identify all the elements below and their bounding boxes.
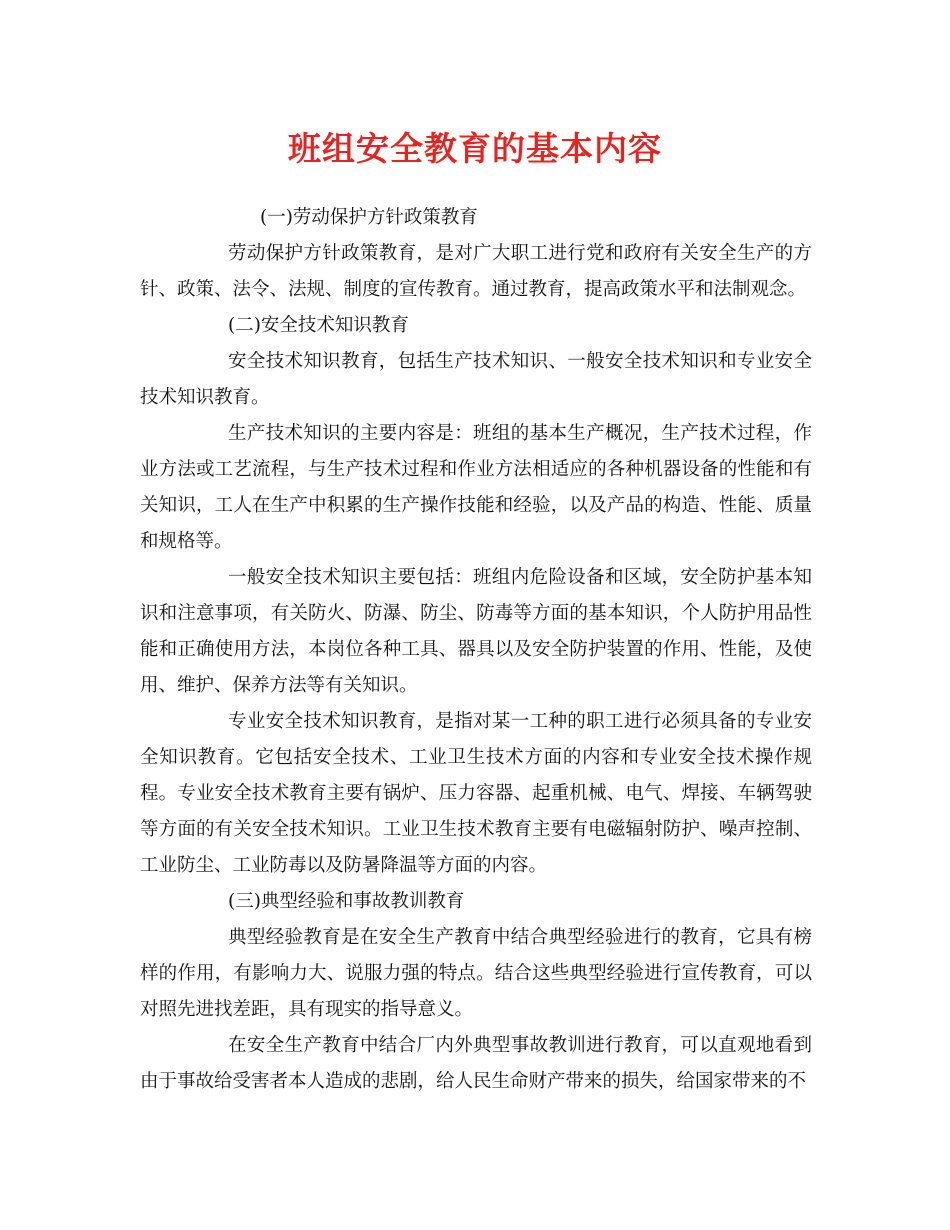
section-heading-1: (一)劳动保护方针政策教育: [260, 207, 478, 228]
paragraph-2: 安全技术知识教育，包括生产技术知识、一般安全技术知识和专业安全技术知识教育。: [140, 351, 812, 408]
document-body: [140, 200, 812, 1100]
section-heading-2: (二)安全技术知识教育: [228, 315, 409, 336]
paragraph-1: 劳动保护方针政策教育，是对广大职工进行党和政府有关安全生产的方针、政策、法令、法规、制度的宣传教育。通过教育，提高政策水平和法制观念。: [140, 243, 812, 300]
paragraph-3: 生产技术知识的主要内容是：班组的基本生产概况，生产技术过程，作业方法或工艺流程，与生产技术过程和作业方法相适应的各种机器设备的性能和有关知识，工人在生产中积累的生产操作技能和经验，以及产品的构造、性能、质量和规格等。: [140, 423, 812, 552]
section-heading-3: (三)典型经验和事故教训教育: [228, 891, 465, 912]
paragraph-4: 一般安全技术知识主要包括：班组内危险设备和区域，安全防护基本知识和注意事项，有关防火、防瀑、防尘、防毒等方面的基本知识，个人防护用品性能和正确使用方法，本岗位各种工具、器具以及安全防护装置的作用、性能，及使用、维护、保养方法等有关知识。: [140, 567, 812, 696]
paragraph-6: 典型经验教育是在安全生产教育中结合典型经验进行的教育，它具有榜样的作用，有影响力大、说服力强的特点。结合这些典型经验进行宣传教育，可以对照先进找差距，具有现实的指导意义。: [140, 927, 812, 1020]
paragraph-5: 专业安全技术知识教育，是指对某一工种的职工进行必须具备的专业安全知识教育。它包括安全技术、工业卫生技术方面的内容和专业安全技术操作规程。专业安全技术教育主要有锅炉、压力容器、起重机械、电气、焊接、车辆驾驶等方面的有关安全技术知识。工业卫生技术教育主要有电磁辐射防护、噪声控制、工业防尘、工业防毒以及防暑降温等方面的内容。: [140, 711, 812, 876]
document-title: 班组安全教育的基本内容: [288, 129, 662, 168]
paragraph-7: 在安全生产教育中结合厂内外典型事故教训进行教育，可以直观地看到由于事故给受害者本人造成的悲剧，给人民生命财产带来的损失，给国家带来的不: [140, 1035, 812, 1092]
